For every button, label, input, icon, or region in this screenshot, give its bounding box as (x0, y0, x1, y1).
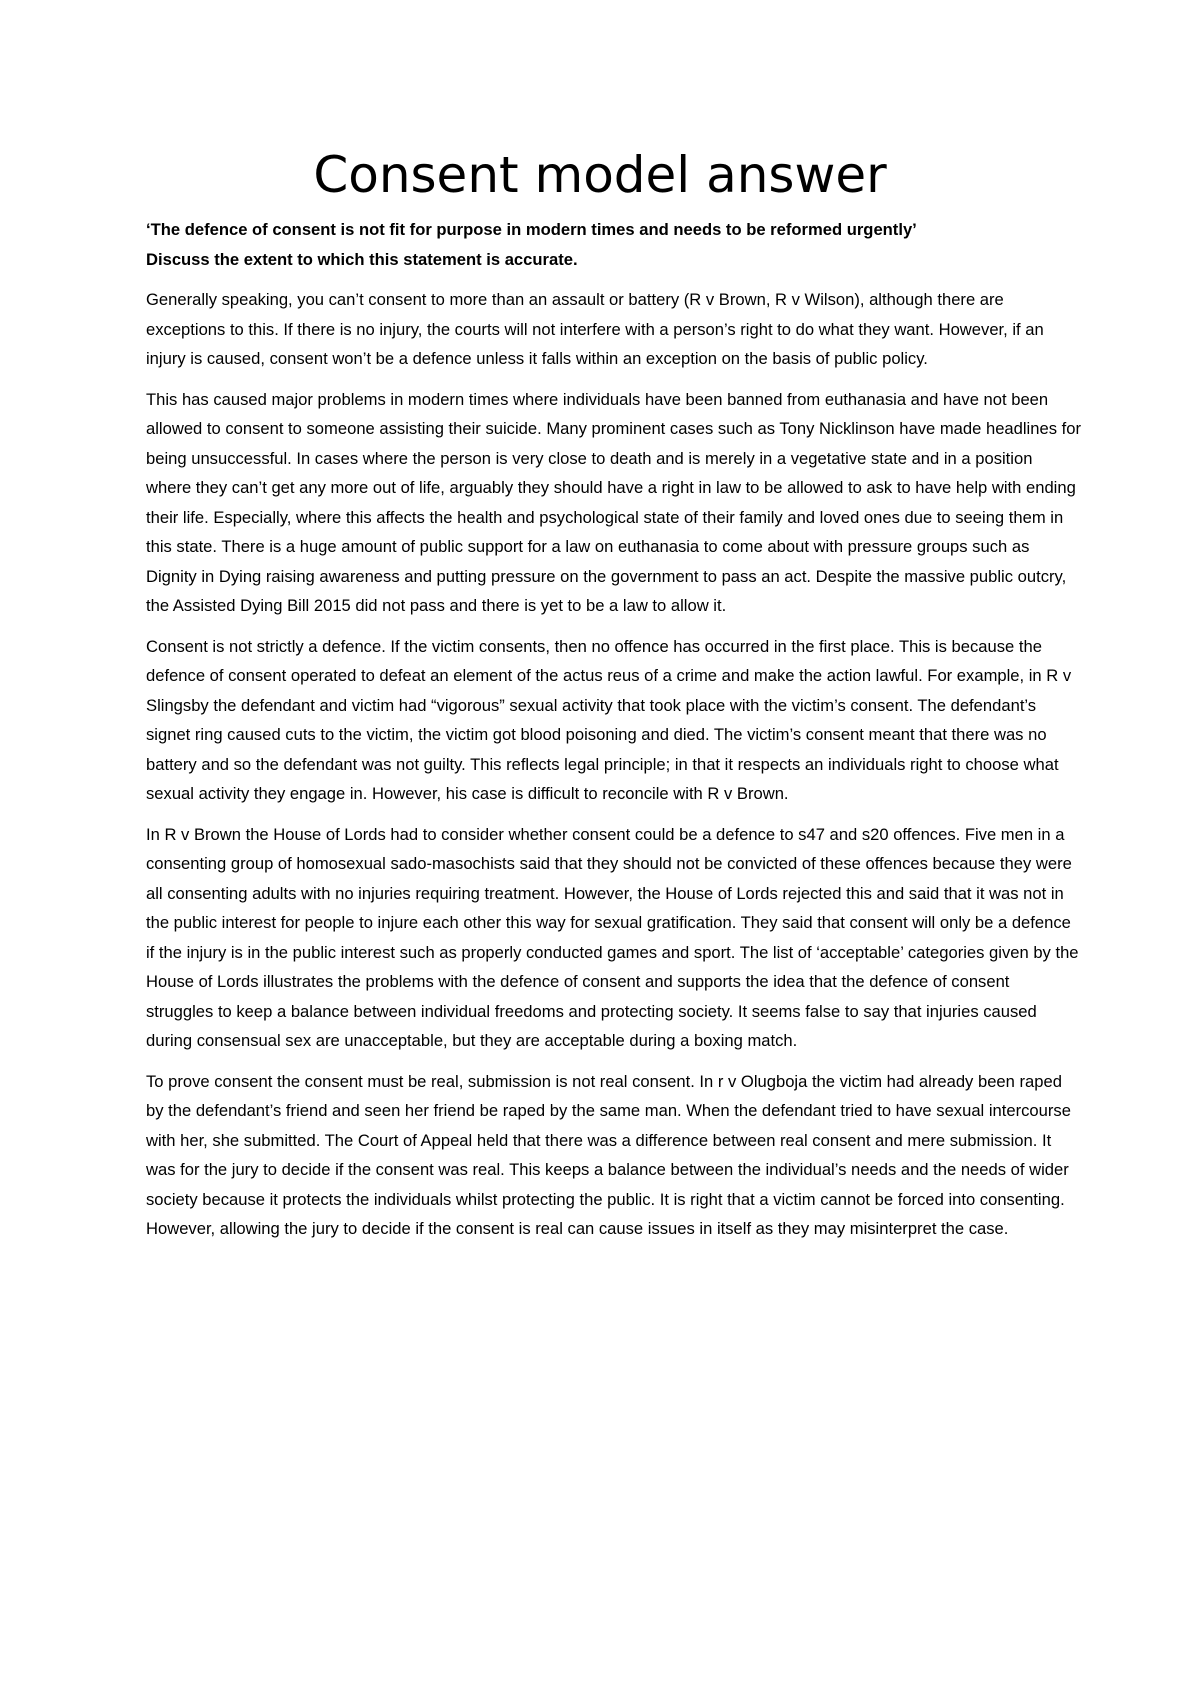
paragraph-olugboja: To prove consent the consent must be real, submission is not real consent. In r v Olugboja the victim had already been raped by the defendant’s friend and seen her friend be raped by the same man. When the defendant tried to have sexual intercourse with her, she submitted. The Court of Appeal held that there was a difference between real consent and mere submission. It was for the jury to decide if the consent was real. This keeps a balance between the individual’s needs and the needs of wider society because it protects the individuals whilst protecting the public. It is right that a victim cannot be forced into consenting. However, allowing the jury to decide if the consent is real can cause issues in itself as they may misinterpret the case. (146, 1071, 1071, 1238)
essay-question-statement: ‘The defence of consent is not fit for purpose in modern times and needs to be reformed urgently’ (146, 220, 917, 239)
document-body (146, 215, 1081, 1255)
paragraph-slingsby: Consent is not strictly a defence. If the victim consents, then no offence has occurred in the first place. This is because the defence of consent operated to defeat an element of the actus reus of a crime and make the action lawful. For example, in R v Slingsby the defendant and victim had “vigorous” sexual activity that took place with the victim’s consent. The defendant’s signet ring caused cuts to the victim, the victim got blood poisoning and died. The victim’s consent meant that there was no battery and so the defendant was not guilty. This reflects legal principle; in that it respects an individuals right to choose what sexual activity they engage in. However, his case is difficult to reconcile with R v Brown. (146, 636, 1072, 803)
essay-question (146, 215, 1081, 274)
paragraph-brown: In R v Brown the House of Lords had to consider whether consent could be a defence to s47 and s20 offences. Five men in a consenting group of homosexual sado-masochists said that they should not be convicted of these offences because they were all consenting adults with no injuries requiring treatment. However, the House of Lords rejected this and said that it was not in the public interest for people to injure each other this way for sexual gratification. They said that consent will only be a defence if the injury is in the public interest such as properly conducted games and sport. The list of ‘acceptable’ categories given by the House of Lords illustrates the problems with the defence of consent and supports the idea that the defence of consent struggles to keep a balance between individual freedoms and protecting society. It seems false to say that injuries caused during consensual sex are unacceptable, but they are acceptable during a boxing match. (146, 824, 1079, 1050)
page-title: Consent model answer (313, 146, 887, 204)
essay-question-instruction: Discuss the extent to which this statement is accurate. (146, 249, 578, 269)
paragraph-euthanasia: This has caused major problems in modern times where individuals have been banned from euthanasia and have not been allowed to consent to someone assisting their suicide. Many prominent cases such as Tony Nicklinson have made headlines for being unsuccessful. In cases where the person is very close to death and is merely in a vegetative state and in a position where they can’t get any more out of life, arguably they should have a right in law to be allowed to ask to have help with ending their life. Especially, where this affects the health and psychological state of their family and loved ones due to seeing them in this state. There is a huge amount of public support for a law on euthanasia to come about with pressure groups such as Dignity in Dying raising awareness and putting pressure on the government to pass an act. Despite the massive public outcry, the Assisted Dying Bill 2015 did not pass and there is yet to be a law to allow it. (146, 389, 1081, 615)
paragraph-intro: Generally speaking, you can’t consent to more than an assault or battery (R v Brown, R v Wilson), although there are exceptions to this. If there is no injury, the courts will not interfere with a person’s right to do what they want. However, if an injury is caused, consent won’t be a defence unless it falls within an exception on the basis of public policy. (146, 290, 1044, 368)
